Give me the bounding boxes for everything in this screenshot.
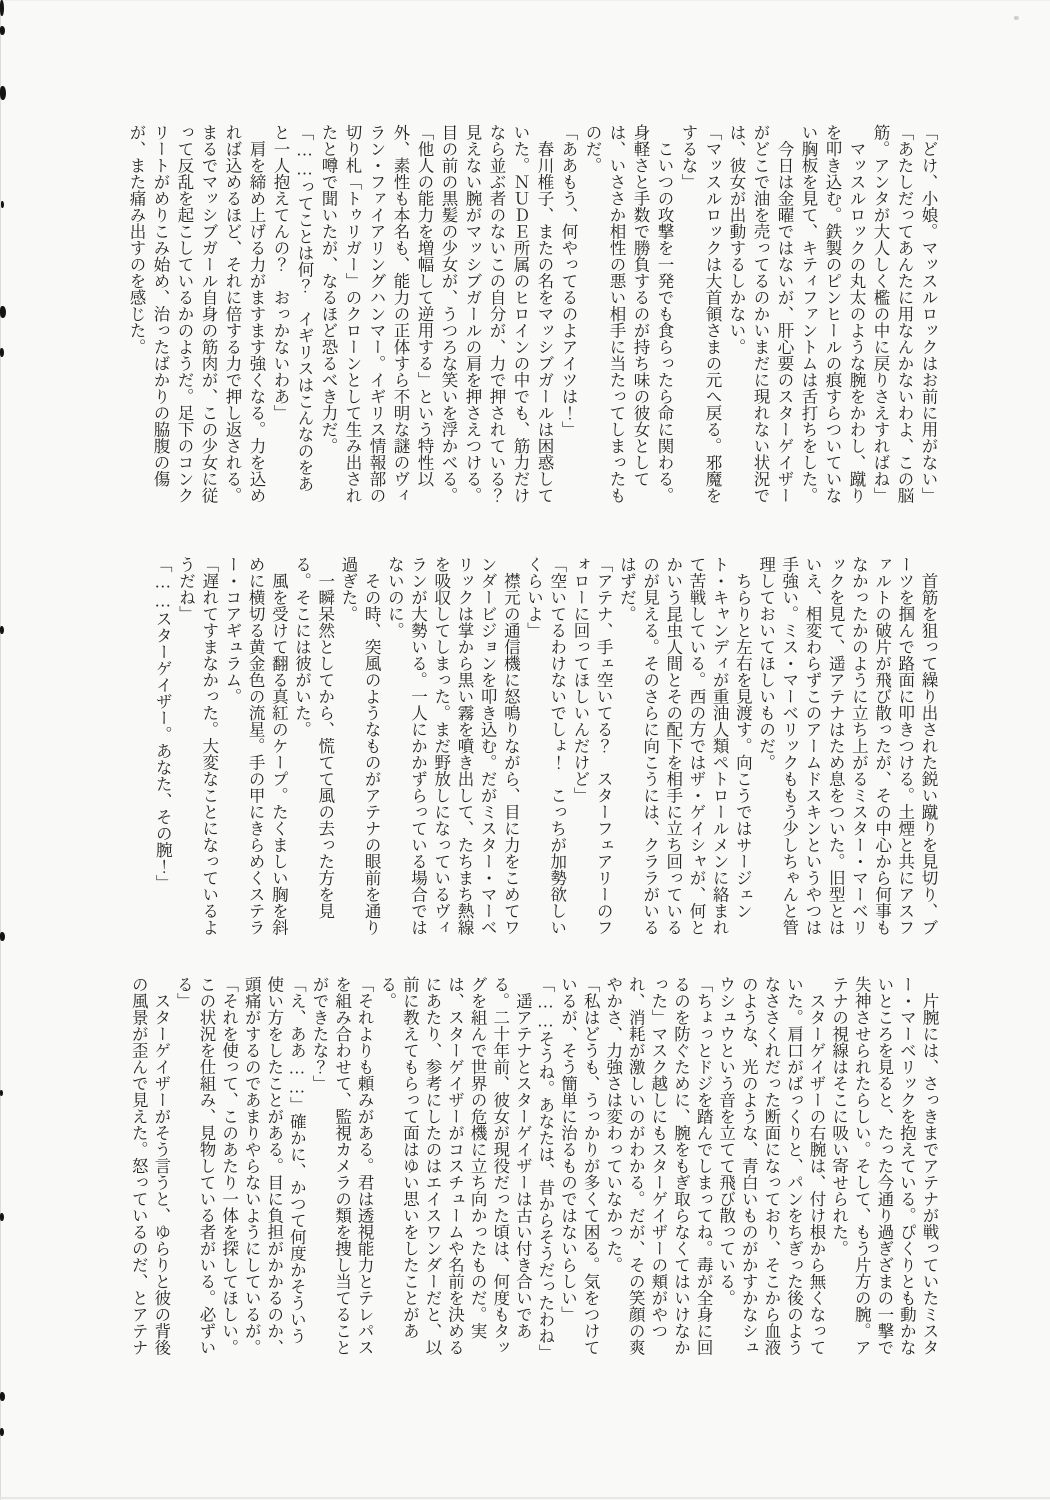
ink-speck xyxy=(0,0,4,16)
paragraph: 「それよりも頼みがある。君は透視能力とテレパスを組み合わせて、監視カメラの類を捜し当てることができたな？」 xyxy=(309,976,375,1356)
paragraph: 「アテナ、手ェ空いてる？ スターフェアリーのフォローに回ってほしいんだけど」 xyxy=(570,556,614,936)
paragraph: マッスルロックの丸太のような腕をかわし、蹴りを叩き込む。鉄製のピンヒールの痕すらついていない胸板を見て、キティファントムは舌打ちをした。 xyxy=(799,124,866,504)
paragraph: 「ちょっとドジを踏んでしまってね。毒が全身に回るのを防ぐために、腕をもぎ取らなくてはいけなかった」マスク越しにもスターゲイザーの頬がやつれ、消耗が激しいのがわかる。だが、その笑顔の爽やかさ、力強さは変わっていなかった。 xyxy=(603,976,714,1356)
paragraph: スターゲイザーの右腕は、付け根から無くなっていた。肩口がばっくりと、パンをちぎった後のようなささくれだった断面になっており、そこから血液のような、光のような、青白いものがかすかなシュウシュウという音を立てて飛び散っている。 xyxy=(716,976,827,1356)
paragraph: 肩を締め上げる力がますます強くなる。力を込めれば込めるほど、それに倍する力で押し返される。まるでマッシブガール自身の筋肉が、この少女に従って反乱を起こしているかのようだ。足下のコンクリートがめりこみ始め、治ったばかりの脇腹の傷が、また痛み出すのを感じた。 xyxy=(127,124,266,504)
text-block-2 xyxy=(148,556,940,936)
page-edge-top xyxy=(0,0,1050,1)
paragraph: 「私はどうも、うっかりが多くて困る。気をつけているが、そう簡単に治るものではないらしい」 xyxy=(558,976,601,1356)
paragraph: 「……そうね。あなたは、昔からそうだったわね」 xyxy=(535,976,555,1361)
paragraph: 一瞬呆然としてから、慌てて風の去った方を見る。そこには彼がいた。 xyxy=(292,556,335,919)
paragraph: 「マッスルロックは大首領さまの元へ戻る。邪魔をするな」 xyxy=(679,124,722,504)
ink-speck xyxy=(0,626,4,634)
ink-speck xyxy=(0,26,5,35)
paragraph: スターゲイザーがそう言うと、ゆらりと彼の背後の風景が歪んで見えた。怒っているのだ、とアテナ xyxy=(129,976,171,1356)
paragraph: 襟元の通信機に怒鳴りながら、目に力をこめてワンダービジョンを叩き込む。だがミスター・マーベリックは掌から黒い霧を噴き出して、たちまち熱線を吸収してしまった。まだ野放しになっているヴィランが大勢いる。一人にかかずらっている場合ではないのに。 xyxy=(385,556,521,936)
paragraph: こいつの攻撃を一発でも食らったら命に関わる。身軽さと手数で勝負するのが持ち味の彼女としては、いささか相性の悪い相手に当たってしまったものだ。 xyxy=(583,124,674,504)
page-edge-left xyxy=(0,0,1,1500)
paragraph: 遥アテナとスターゲイザーは古い付き合いである。二十年前、彼女が現役だった頃は、何度もタッグを組んで世界の危機に立ち向かったものだ。実は、スターゲイザーがコスチュームや名前を決めるにあたり、参考にしたのはエイスワンダーだと、以前に教えてもらって面はゆい思いをしたことがある。 xyxy=(377,976,533,1356)
text-block-3 xyxy=(129,976,940,1361)
paragraph: その時、突風のようなものがアテナの眼前を通り過ぎた。 xyxy=(338,556,382,936)
paragraph: 「それを使って、このあたり一体を探してほしい。この状況を仕組み、見物している者がいる。必ずいる」 xyxy=(174,976,239,1356)
ink-speck xyxy=(1014,16,1019,20)
paragraph: 「あたしだってあんたに用なんかないわよ、この脳筋。アンタが大人しく檻の中に戻りさえすればね」 xyxy=(871,124,914,504)
paragraph: 「ああもう、何やってるのよアイツは！」 xyxy=(559,124,578,438)
paragraph: 「遅れてすまなかった。大変なことになっているようだね」 xyxy=(176,556,219,936)
paragraph: 「どけ、小娘。マッスルロックはお前に用がない」 xyxy=(919,124,938,504)
paragraph: 片腕には、さっきまでアテナが戦っていたミスター・マーベリックを抱えている。ぴくりとも動かないところを見ると、たった今通り過ぎざまの一撃で失神させられたらしい。そして、もう片方の腕。アテナの視線はそこに吸い寄せられた。 xyxy=(829,976,939,1356)
paragraph: 「空いてるわけないでしょ！ こっちが加勢欲しいくらいよ」 xyxy=(524,556,567,936)
paragraph: 今日は金曜ではないが、肝心要のスターゲイザーがどこで油を売ってるのかいまだに現れない状況では、彼女が出動するしかない。 xyxy=(727,124,794,504)
paragraph: 「……スターゲイザー。あなた、その腕！」 xyxy=(153,556,173,891)
ink-speck xyxy=(0,1213,4,1221)
ink-speck xyxy=(0,86,6,100)
paragraph: 「他人の能力を増幅して逆用する」という特性以外、素性も本名も、能力の正体すら不明な謎のヴィラン・ファイアリングハンマー。イギリス情報部の切り札「トゥリガー」のクローンとして生み出されたと噂で聞いたが、なるほど恐るべき力だ。 xyxy=(319,124,434,504)
ink-speck xyxy=(0,932,5,941)
ink-speck xyxy=(0,1428,4,1436)
paragraph: 首筋を狙って繰り出された鋭い蹴りを見切り、ブーツを掴んで路面に叩きつける。土煙と共にアスファルトの破片が飛び散ったが、その中心から何事もなかったかのように立ち上がるミスター・マーベリックを見て、遥アテナはため息をついた。旧型とはいえ、相変わらずこのアームドスキンというやつは手強い。ミス・マーベリックももう少しちゃんと管理しておいてほしいものだ。 xyxy=(756,556,938,936)
paragraph: 「……ってことは何？ イギリスはこんなのをあと一人抱えてんの？ おっかないわあ」 xyxy=(271,124,314,492)
ink-speck xyxy=(1,201,4,208)
paragraph: ちらりと左右を見渡す。向こうではサージェント・キャンディが重油人類ペトロールメンに絡まれて苦戦している。西の方ではザ・ゲイシャが、何とかいう昆虫人間とその配下を相手に立ち回っているのが見える。そのさらに向こうには、クララがいるはずだ。 xyxy=(617,556,753,936)
ink-speck xyxy=(0,1090,3,1096)
ink-speck xyxy=(0,306,6,318)
paragraph: 春川椎子、またの名をマッシブガールは困惑していた。ＮＵＤＥ所属のヒロインの中でも、筋力だけなら並ぶ者のないこの自分が、力で押されている？ 見えない腕がマッシブガールの肩を押さえつける。目の前の黒髪の少女が、うつろな笑いを浮かべる。 xyxy=(439,124,554,520)
paragraph: 「え、ああ……」確かに、かつて何度かそういう使い方をしたことがある。目に負担がかかるのか、頭痛がするのであまりやらないようにしているが。 xyxy=(242,976,307,1356)
paragraph: 風を受けて翻る真紅のケープ。たくましい胸を斜めに横切る黄金色の流星。手の甲にきらめくステラー・コアギュラム。 xyxy=(222,556,289,936)
text-block-1 xyxy=(127,124,940,520)
ink-speck xyxy=(0,348,4,357)
page-edge-bottom xyxy=(0,1497,1050,1499)
ink-speck xyxy=(0,1392,5,1401)
